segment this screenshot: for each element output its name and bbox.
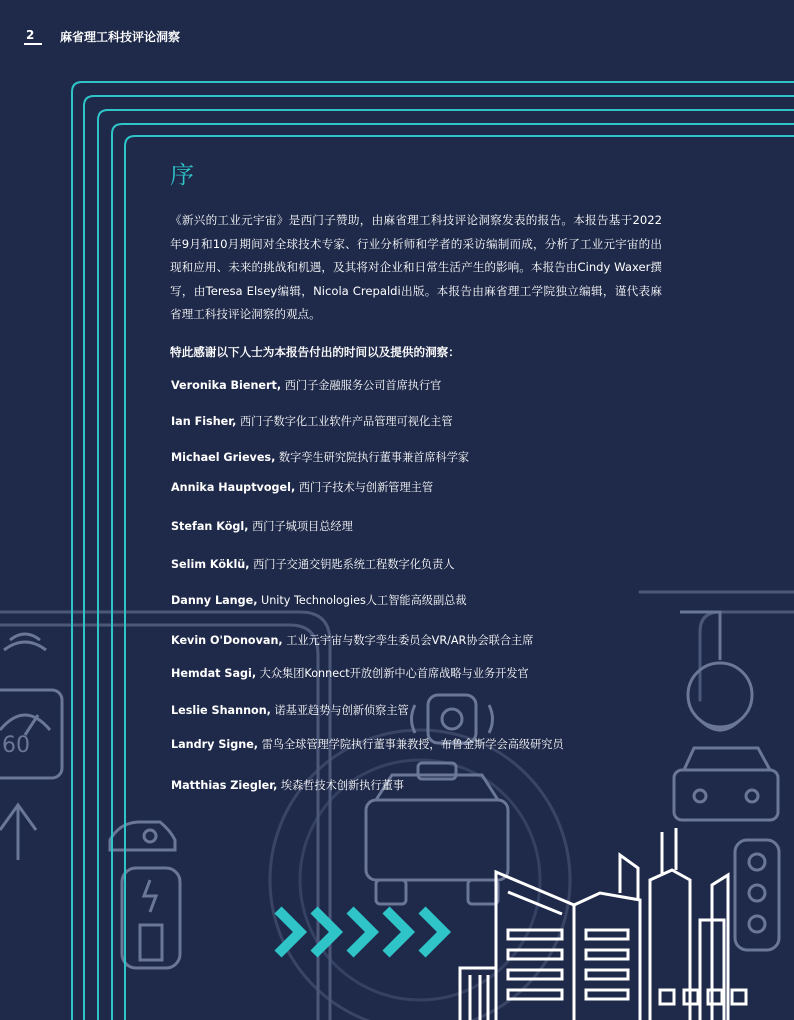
contributor-item <box>171 665 529 681</box>
traffic-light-icon <box>735 840 779 950</box>
contributor-role: 雷鸟全球管理学院执行董事兼教授，布鲁金斯学会高级研究员 <box>258 738 564 751</box>
contributor-name: Leslie Shannon, <box>171 704 271 717</box>
speed-sign-text: 60 <box>2 733 30 758</box>
contributor-name: Stefan Kögl, <box>171 520 249 533</box>
contributor-name: Landry Signe, <box>171 738 259 751</box>
contributor-role: 西门子城项目总经理 <box>248 520 353 533</box>
contributor-name: Kevin O'Donovan, <box>171 634 283 647</box>
contributor-name: Danny Lange, <box>171 594 258 607</box>
intro-paragraph: 《新兴的工业元宇宙》是西门子赞助，由麻省理工科技评论洞察发表的报告。本报告基于2022年9月和10月期间对全球技术专家、行业分析师和学者的采访编制而成，分析了工业元宇宙的出现和应用、未来的挑战和机遇，及其将对企业和日常生活产生的影响。本报告由Cindy Waxer撰写，由Teresa Elsey编辑，Nicola Crepaldi出版。本报告由麻省理工学院独立编辑，谨代表麻省理工科技评论洞察的观点。 <box>170 213 662 321</box>
running-title: 麻省理工科技评论洞察 <box>60 30 181 44</box>
contributor-role: 诺基亚趋势与创新侦察主管 <box>270 704 409 717</box>
contributor-role: 数字孪生研究院执行董事兼首席科学家 <box>275 451 470 464</box>
contributor-item <box>171 479 433 495</box>
chevron-arrows-icon <box>278 910 444 954</box>
contributor-item <box>171 377 441 393</box>
contributor-role: 工业元宇宙与数字孪生委员会VR/AR协会联合主席 <box>282 634 534 647</box>
contributor-item <box>171 556 454 572</box>
car-icon <box>110 822 175 850</box>
contributor-item <box>171 592 467 608</box>
contributor-item <box>171 632 533 648</box>
contributor-role: 西门子金融服务公司首席执行官 <box>281 379 442 392</box>
arrow-up-icon <box>0 805 36 860</box>
contributor-item <box>171 702 409 718</box>
contributor-role: 西门子技术与创新管理主管 <box>295 481 434 494</box>
contributor-name: Annika Hauptvogel, <box>171 481 296 494</box>
robot-arm-icon <box>680 612 752 730</box>
acknowledgement-heading: 特此感谢以下人士为本报告付出的时间以及提供的洞察： <box>170 345 460 359</box>
page-number-underline <box>24 43 42 45</box>
contributor-role: 西门子数字化工业软件产品管理可视化主管 <box>236 415 453 428</box>
car-icon <box>674 748 778 820</box>
preface-title: 序 <box>170 161 194 189</box>
contributor-item <box>171 777 404 793</box>
contributor-item <box>171 518 353 534</box>
contributor-name: Selim Köklü, <box>171 558 250 571</box>
road-curve-line <box>700 612 794 700</box>
contributor-role: Unity Technologies人工智能高级副总裁 <box>257 594 467 607</box>
contributor-name: Hemdat Sagi, <box>171 667 257 680</box>
contributor-name: Veronika Bienert, <box>171 379 282 392</box>
contributor-role: 西门子交通交钥匙系统工程数字化负责人 <box>249 558 455 571</box>
contributor-name: Matthias Ziegler, <box>171 779 278 792</box>
contributor-role: 大众集团Konnect开放创新中心首席战略与业务开发官 <box>256 667 529 680</box>
charging-station-icon <box>122 868 180 968</box>
contributor-name: Michael Grieves, <box>171 451 276 464</box>
contributor-item <box>171 736 564 752</box>
page-number: 2 <box>26 28 35 42</box>
contributor-item <box>171 449 469 465</box>
contributor-role: 埃森哲技术创新执行董事 <box>277 779 404 792</box>
city-buildings-icon <box>460 828 746 1020</box>
contributor-item <box>171 413 453 429</box>
contributor-name: Ian Fisher, <box>171 415 237 428</box>
